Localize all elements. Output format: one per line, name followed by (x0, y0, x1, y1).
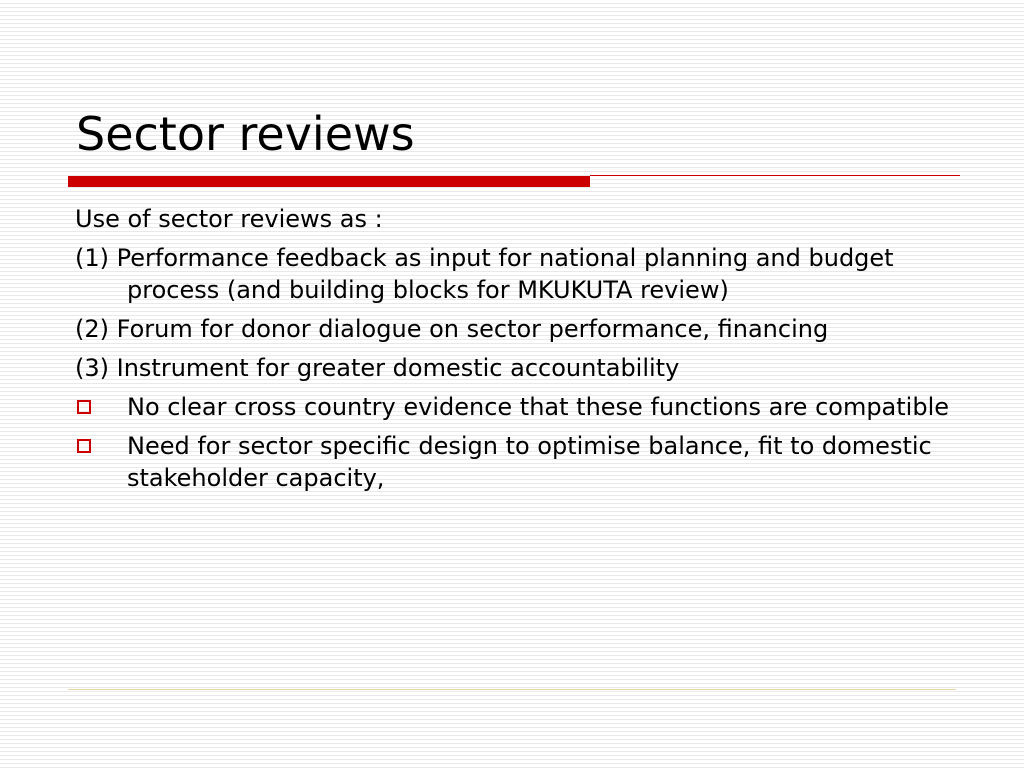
slide-body (75, 203, 955, 501)
slide-title: Sector reviews (76, 107, 415, 161)
bullet-item (75, 391, 955, 423)
bullet-text: Need for sector specific design to optimise balance, fit to domestic stakeholder capacity, (127, 432, 932, 492)
point-3: (3) Instrument for greater domestic accountability (75, 354, 680, 382)
title-underline-thin (590, 175, 960, 176)
point-2: (2) Forum for donor dialogue on sector performance, financing (75, 315, 829, 343)
bullet-text: No clear cross country evidence that these functions are compatible (127, 393, 950, 421)
bullet-item (75, 430, 955, 494)
point-1: (1) Performance feedback as input for national planning and budget process (and building blocks for MKUKUTA review) (75, 244, 894, 304)
footer-divider (68, 689, 956, 690)
intro-line: Use of sector reviews as : (75, 205, 383, 233)
hollow-square-icon (77, 400, 91, 414)
title-underline-thick (68, 176, 590, 187)
hollow-square-icon (77, 439, 91, 453)
